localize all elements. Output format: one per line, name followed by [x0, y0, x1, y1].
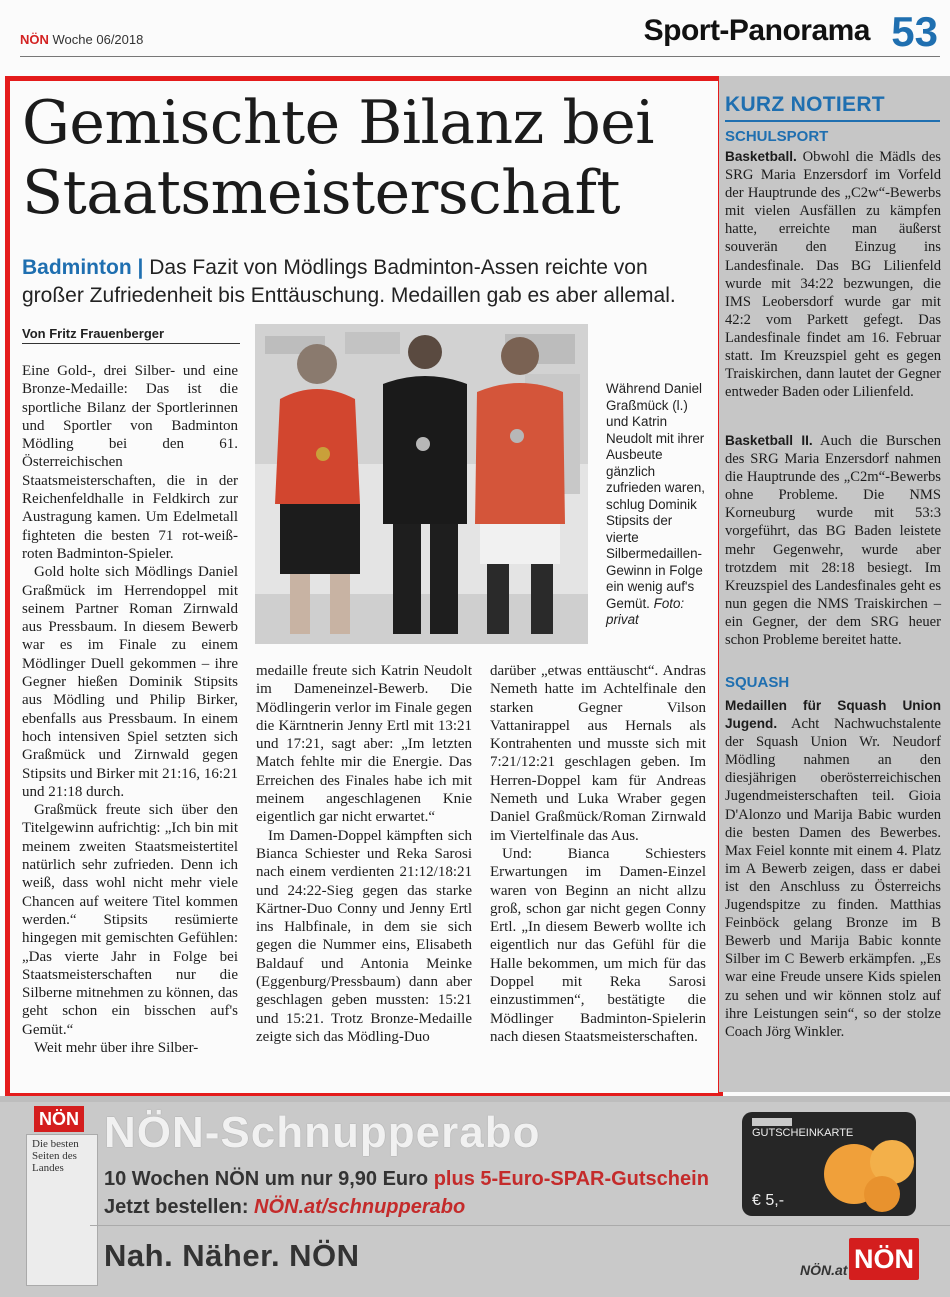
paragraph: darüber „etwas enttäuscht“. Andras Nemeth hatte im Achtelfinale den starken Gegner Vilson Vattanirappel aus Hernals als Kontrahenten und musste sich mit 7:21/12:21 geschlagen geben. Im Herren-Doppel kam für Andreas Nemeth und Luka Wraber gegen Daniel Graßmück/Roman Zirnwald im Viertelfinale das Aus. [490, 663, 706, 844]
paragraph: Weit mehr über ihre Silber- [34, 1039, 199, 1056]
photo-caption [606, 381, 706, 629]
noen-logo-bottom: NÖN [849, 1238, 919, 1280]
sidebar-item-head: Basketball. [725, 149, 797, 164]
sidebar-item-basketball [725, 148, 941, 401]
sidebar-title: KURZ NOTIERT [725, 93, 885, 116]
ad-offer [104, 1168, 709, 1191]
paragraph: Eine Gold-, drei Silber- und eine Bronze-Medaille: Das ist die sportliche Bilanz der Sportlerinnen und Sportler von Badminton Mödling bei den 61. Österreichischen Staatsmeisterschaften, die in der Reichenfeldhalle in Feldkirch zur Austragung kamen. Um Edelmetall fighteten die besten 71 rot-weiß-roten Badminton-Spieler. [22, 363, 238, 562]
headline-line-1: Gemischte Bilanz bei [22, 88, 654, 158]
article-column-2 [256, 662, 472, 1046]
lead-kicker: Badminton | [22, 256, 144, 279]
ad-order [104, 1196, 465, 1219]
sidebar-item-head: Basketball II. [725, 433, 813, 448]
paragraph: Und: Bianca Schiesters Erwartungen im Damen-Einzel waren von Beginn an nicht allzu groß, schon gar nicht gegen Conny Ertl. „In diesem Bewerb wollte ich eigentlich nur das Gefühl für die Halle bekommen, um mich für das Doppel mit Reka Sarosi einzustimmen“, bestätigte die Mödlinger Badminton-Spielerin nach diesen Staatsmeisterschaften. [490, 845, 706, 1045]
sidebar-section-squash: SQUASH [725, 674, 790, 691]
article-column-3 [490, 662, 706, 1046]
ad-slogan: Nah. Näher. NÖN [104, 1238, 360, 1273]
photo-credit: Foto: privat [606, 595, 685, 627]
ad-offer-highlight: plus 5-Euro-SPAR-Gutschein [433, 1168, 709, 1190]
paragraph: Gold holte sich Mödlings Daniel Graßmück im Herrendoppel mit seinem Partner Roman Zirnwald aus Pressbaum. In diesem Bewerb war es im Finale zu einem Mödlinger Duell gekommen – ihre Gegner hießen Dominik Stipsits aus Mödling und Philip Birker, ebenfalls aus Pressbaum. In einem hoch intensiven Spiel setzten sich Graßmück und Zirnwald gegen Stipsits und Birker mit 21:16, 16:21 und 21:18 durch. [22, 564, 238, 800]
sidebar-item-head: Medaillen für Squash Union Jugend. [725, 698, 941, 732]
article-lead [22, 254, 712, 310]
ad-top-stripe [0, 1096, 950, 1102]
ad-site-link[interactable]: NÖN.at [800, 1262, 848, 1278]
section-title: Sport-Panorama [643, 14, 870, 47]
header-divider [20, 56, 940, 57]
brand-logo-text: NÖN [20, 32, 49, 47]
lead-text: Das Fazit von Mödlings Badminton-Assen reichte von großer Zufriedenheit bis Enttäuschung. Medaillen gab es aber allemal. [22, 256, 676, 307]
sidebar-item-text: Acht Nachwuchstalente der Squash Union Wr. Neudorf Mödling nahmen an den diesjährigen oberösterreichischen Jugendmeisterschaften teil. Gioia D'Alonzo und Marija Babic wurden die besten Damen des Bewerbes. Max Feiel konnte mit einem 4. Platz im A Bewerb zeigen, dass er dabei ist den Anschluss zu Österreichs Jugendspitze zu finden. Matthias Feinböck gelang Bronze im B Bewerb und Marija Babic konnte Silber im C Bewerb erkämpfen. „Es war eine Freude unsere Kids spielen zu sehen und wir können stolz auf ihre Leistungen sein“, so der stolze Coach Jörg Winkler. [725, 716, 941, 1040]
sidebar-item-basketball-2 [725, 432, 941, 649]
ad-title: NÖN-Schnupperabo [104, 1108, 541, 1157]
gift-card-value: € 5,- [752, 1192, 785, 1209]
page-number: 53 [891, 8, 938, 55]
issue-line [20, 32, 143, 47]
paragraph: Graßmück freute sich über den Titelgewinn aufrichtig: „Ich bin mit meinem zweiten Staatsmeistertitel natürlich sehr zufrieden. Denn ich weiß, dass wohl nicht mehr viele Chancen auf weitere Titel kommen werden.“ Stipsits resümierte hingegen mit gemischten Gefühlen: „Das vierte Jahr in Folge bei Staatsmeisterschaften nur die Silberne mitnehmen zu können, das geht schon ein bisschen auf's Gemüt.“ [22, 802, 238, 1038]
article-column-1 [22, 362, 238, 1057]
issue-text: Woche 06/2018 [52, 32, 144, 47]
sidebar-title-rule [725, 120, 940, 122]
sidebar-item-text: Obwohl die Mädls des SRG Maria Enzersdorf im Vorfeld der Hauptrunde des „C2w“-Bewerbs mit vielen Ausfällen zu kämpfen hatte, erreichte man äußerst souverän den Einzug ins Landesfinale. Das BG Lilienfeld wurde mit 34:22 bezwungen, die IMS Leobersdorf wurde gar mit 42:2 vom Parkett gefegt. Das Landesfinale findet am 16. Februar statt. Im Kreuzspiel geht es gegen Traiskirchen, dann lautet der Gegner entweder Baden oder Lilienfeld. [725, 149, 941, 401]
ad-order-label: Jetzt bestellen: [104, 1196, 249, 1218]
ad-order-link[interactable]: NÖN.at/schnupperabo [254, 1196, 466, 1218]
paragraph: Im Damen-Doppel kämpften sich Bianca Schiester und Reka Sarosi nach einem verdienten 21:12/18:21 und 24:22-Sieg gegen das starke Kärtner-Duo Conny und Jenny Ertl ins Halbfinale, in dem sie sich gegen die Nummer eins, Elisabeth Baldauf und Antonia Meinke (Eggenburg/Pressbaum) dann aber geschlagen geben mussten: 15:21 und 15:21. Trotz Bronze-Medaille zeigte sich das Mödling-Duo [256, 827, 472, 1045]
sidebar-item-text: Auch die Burschen des SRG Maria Enzersdorf nahmen die Hauptrunde des „C2m“-Bewerbs ohne Probleme. Die NMS Korneuburg wurde mit 53:3 vorgeführt, das BG Baden leistete mehr Gegenwehr, wurde aber trotzdem mit 28:18 besiegt. Im Kreuzspiel des Landesfinales geht es nun gegen die NMS Traiskirchen – ein Gegner, der dem SRG heuer schon Probleme bereitet hatte. [725, 433, 941, 649]
newspaper-tagline: Die besten Seiten des Landes [32, 1138, 79, 1174]
sidebar-item-squash [725, 697, 941, 1041]
photo-illustration [255, 324, 588, 644]
ad-offer-text: 10 Wochen NÖN um nur 9,90 Euro [104, 1168, 429, 1190]
caption-text: Während Daniel Graßmück (l.) und Katrin Neudolt mit ihrer Ausbeute gänzlich zufrieden waren, schlug Dominik Stipsits der vierte Silbermedaillen-Gewinn in Folge ein wenig auf's Gemüt. [606, 381, 705, 611]
gift-card-label: GUTSCHEINKARTE [752, 1127, 854, 1139]
article-photo [255, 324, 588, 644]
paragraph: medaille freute sich Katrin Neudolt im Dameneinzel-Bewerb. Die Mödlingerin verlor im Finale gegen die Kärntnerin Jenny Ertl mit 13:21 und 17:21, sagt aber: „Im letzten Match fehlte mir die Energie. Das Erreichen des Finales habe ich mit meinem angeschlagenen Knie eigentlich gar nicht erwartet.“ [256, 663, 472, 826]
headline-line-2: Staatsmeisterschaft [22, 158, 620, 228]
sidebar-section-schulsport: SCHULSPORT [725, 128, 829, 145]
byline: Von Fritz Frauenberger [22, 326, 240, 344]
ad-divider [90, 1225, 950, 1226]
article-headline [22, 88, 712, 228]
noen-logo: NÖN [34, 1106, 84, 1132]
